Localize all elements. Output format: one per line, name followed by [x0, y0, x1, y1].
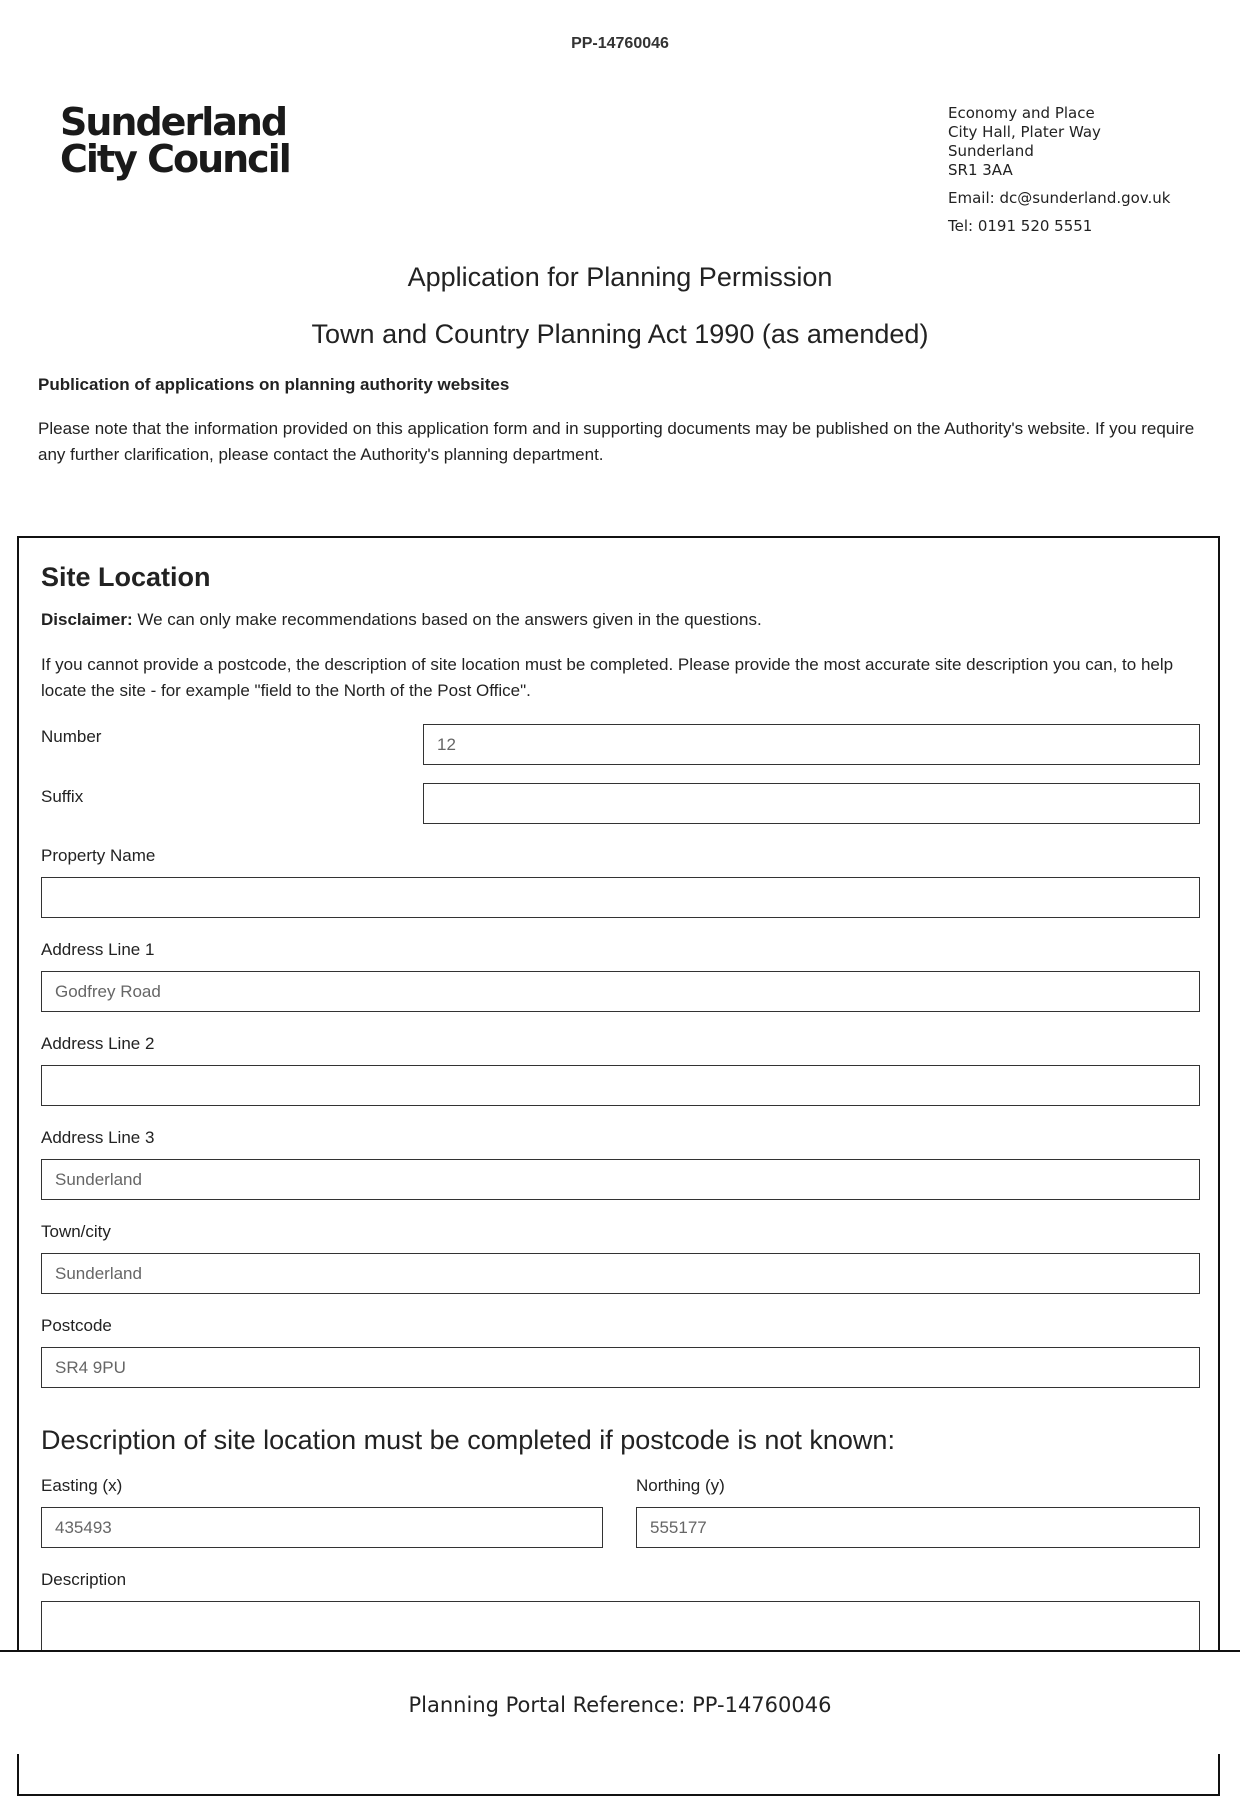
address-line-2: City Hall, Plater Way — [948, 123, 1101, 141]
postcode-label: Postcode — [41, 1316, 112, 1335]
logo-line-2: City Council — [60, 137, 290, 181]
easting-label: Easting (x) — [41, 1476, 123, 1495]
publication-notice: Please note that the information provided on this application form and in supporting documents may be published on the Authority's website. If you require any further clarification, please contact the Authority's planning department. — [38, 419, 1195, 464]
address-line-1-field[interactable]: Godfrey Road — [41, 971, 1200, 1012]
council-email: Email: dc@sunderland.gov.uk — [948, 189, 1171, 207]
description-label: Description — [41, 1570, 127, 1589]
town-city-field[interactable]: Sunderland — [41, 1253, 1200, 1294]
publication-heading: Publication of applications on planning authority websites — [38, 375, 510, 394]
disclaimer-text: We can only make recommendations based on the answers given in the questions. — [132, 610, 762, 629]
address-line-2-label: Address Line 2 — [41, 1034, 155, 1053]
suffix-label: Suffix — [41, 787, 84, 806]
footer-reference: Planning Portal Reference: PP-14760046 — [408, 1693, 832, 1717]
council-logo — [60, 100, 290, 181]
address-line-3-label: Address Line 3 — [41, 1128, 155, 1147]
council-address — [948, 104, 1170, 236]
postcode-note: If you cannot provide a postcode, the description of site location must be completed. Please provide the most accurate site description you can, to help locate the site - for example "field to the North of the Post Office". — [41, 655, 1174, 700]
address-line-1: Economy and Place — [948, 104, 1095, 122]
council-telephone: Tel: 0191 520 5551 — [948, 217, 1093, 235]
form-subtitle: Town and Country Planning Act 1990 (as amended) — [311, 319, 929, 349]
address-line-3: Sunderland — [948, 142, 1034, 160]
number-field[interactable]: 12 — [423, 724, 1200, 765]
easting-field[interactable]: 435493 — [41, 1507, 603, 1548]
application-reference: PP-14760046 — [571, 35, 669, 52]
address-line-1-label: Address Line 1 — [41, 940, 155, 959]
logo-line-1: Sunderland — [60, 100, 287, 144]
property-name-label: Property Name — [41, 846, 156, 865]
section-title: Site Location — [41, 562, 211, 592]
suffix-field[interactable] — [423, 783, 1200, 824]
description-heading: Description of site location must be completed if postcode is not known: — [41, 1425, 895, 1455]
property-name-field[interactable] — [41, 877, 1200, 918]
town-city-label: Town/city — [41, 1222, 111, 1241]
address-line-3-field[interactable]: Sunderland — [41, 1159, 1200, 1200]
address-line-4: SR1 3AA — [948, 161, 1013, 179]
disclaimer — [41, 610, 762, 630]
northing-field[interactable]: 555177 — [636, 1507, 1200, 1548]
address-line-2-field[interactable] — [41, 1065, 1200, 1106]
footer-divider — [0, 1650, 1240, 1652]
number-label: Number — [41, 727, 102, 746]
postcode-field[interactable]: SR4 9PU — [41, 1347, 1200, 1388]
northing-label: Northing (y) — [636, 1476, 725, 1495]
form-title: Application for Planning Permission — [407, 262, 833, 292]
disclaimer-label: Disclaimer: — [41, 610, 133, 629]
